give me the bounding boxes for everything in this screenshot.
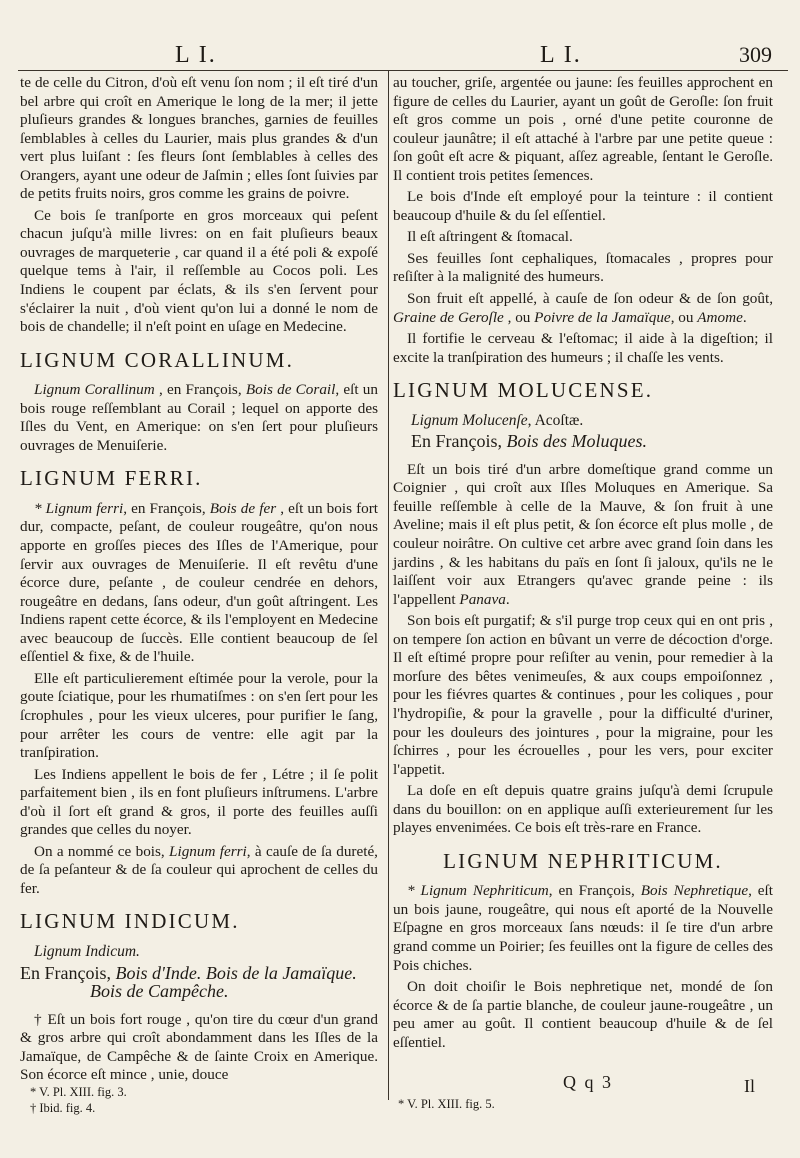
- text-fragment: , ou: [670, 308, 698, 326]
- footnote: † Ibid. fig. 4.: [30, 1101, 96, 1115]
- footnote: * V. Pl. XIII. fig. 3.: [30, 1085, 127, 1099]
- signature-mark: Q q 3: [563, 1072, 613, 1092]
- paragraph: te de celle du Citron, d'où eſt venu ſon nom ; il eſt tiré d'un bel arbre qui croît en Amerique le long de la mer; il jette pluſieurs grandes & longues branches, garnies de feuilles ſemblables à celles du Laurier, mais plus grandes & d'un vert plus luiſant : ſes fleurs ſont ſemblables à celles des Orangers, ayant une odeur de Jaſmin ; elles ſont ſuivies par de petits fruits noirs, gros comme les grains de poivre.: [20, 74, 378, 203]
- paragraph: Le bois d'Inde eſt employé pour la teinture : il contient beaucoup d'huile & du ſel eſſentiel.: [393, 188, 773, 224]
- french-name: Bois des Moluques.: [506, 431, 647, 452]
- running-head-right: L I.: [540, 42, 582, 68]
- author-name: , Acoſtæ.: [527, 411, 584, 429]
- text-fragment: En François,: [411, 431, 507, 452]
- latin-name: * Lignum ferri: [34, 499, 124, 517]
- text-fragment: , eſt un bois fort dur, compacte, peſant, de couleur rougeâtre, qu'on nous apporte en groſſes pieces des Iſles de l'Amerique, pour ſervir aux ouvrages de Menuiſerie. Il eſt revêtu d'une écorce dure, peſante , de couleur cendrée en dehors, rougeâtre en dedans, ſans odeur, d'un goût aſtringent. Les Indiens rapent cette écorce, & ils l'employent en Medecine avec beaucoup de ſuccès. Elle contient beaucoup de ſel eſſentiel & fixe, & de l'huile.: [20, 499, 378, 666]
- paragraph: † Eſt un bois fort rouge , qu'on tire du cœur d'un grand & gros arbre qui croît abondamment dans les Iſles de la Jamaïque, de Campêche & de ſainte Croix en Amerique. Son écorce eſt mince , unie, douce: [20, 1010, 378, 1084]
- text-fragment: Son fruit eſt appellé, à cauſe de ſon odeur & de ſon goût,: [407, 290, 773, 308]
- right-column: [393, 74, 773, 1055]
- text-fragment: , en François,: [123, 499, 210, 517]
- text-fragment: En François,: [20, 962, 116, 983]
- paragraph: Il eſt aſtringent & ſtomacal.: [407, 228, 573, 246]
- paragraph: [20, 843, 378, 899]
- catchword: Il: [744, 1076, 755, 1096]
- running-head-left: L I.: [175, 42, 217, 68]
- french-name: Bois Nephretique: [640, 882, 749, 900]
- text-fragment: , en François,: [548, 882, 641, 900]
- paragraph: La doſe en eſt depuis quatre grains juſqu'à demi ſcrupule dans du bouillon: on en applique auſſi exterieurement ſur les playes envenimées. Ce bois eſt très-rare en France.: [393, 782, 773, 837]
- footnotes-left: [30, 1084, 127, 1116]
- page-number: 309: [739, 42, 772, 67]
- italic-term: Panava: [459, 590, 506, 608]
- french-name: Bois de Corail: [245, 381, 336, 399]
- paragraph: Il fortifie le cerveau & l'eſtomac; il aide à la digeſtion; il excite la tranſpiration des humeurs ; il chaſſe les vents.: [393, 330, 773, 366]
- text-fragment: .: [505, 590, 510, 608]
- italic-term: Amome: [697, 308, 743, 326]
- latin-name: * Lignum Nephriticum: [407, 882, 549, 900]
- french-name: Bois d'Inde.: [115, 962, 202, 983]
- french-name: Bois de Campêche.: [90, 981, 229, 1002]
- heading-lignum-molucense: LIGNUM MOLUCENSE.: [393, 378, 654, 403]
- heading-lignum-corallinum: LIGNUM CORALLINUM.: [20, 347, 295, 372]
- paragraph: Les Indiens appellent le bois de fer , Létre ; il ſe polit parfaitement bien , ils en font pluſieurs inſtrumens. L'arbre d'où il ſort eſt grand & gros, il porte des feuilles auſſi grandes que celles du noyer.: [20, 765, 378, 839]
- text-fragment: , ou: [503, 308, 535, 326]
- heading-lignum-indicum: LIGNUM INDICUM.: [20, 909, 240, 934]
- paragraph: [393, 290, 773, 327]
- paragraph: [393, 461, 773, 609]
- text-fragment: Eſt un bois tiré d'un arbre domeſtique grand comme un Coignier , qui croît aux Iſles Moluques en Amerique. Sa feuille reſſemble à celle de la Mauve, & ſon fruit à une Aveline; mais il eſt plus petit, & ſon écorce eſt plus molle , de couleur noirâtre. On cultive cet arbre avec grand ſoin dans les jardins , & les habitans du païs en ſont ſi jaloux, qu'ils ne le laiſſent voir aux Etrangers qu'avec grande peine : ils l'appellent: [393, 460, 773, 608]
- italic-term: Poivre de la Jamaïque: [534, 308, 671, 326]
- entry-nephriticum-text: [393, 882, 773, 975]
- latin-subtitle: [393, 412, 773, 431]
- french-name: Bois de la Jamaïque.: [205, 962, 357, 983]
- latin-name: Lignum Molucenſe: [411, 411, 528, 429]
- latin-subtitle: Lignum Indicum.: [34, 942, 140, 960]
- column-divider: [388, 70, 389, 1100]
- french-names: [393, 432, 773, 451]
- text-fragment: .: [742, 308, 747, 326]
- footnote-right: * V. Pl. XIII. fig. 5.: [398, 1097, 495, 1111]
- latin-name: Lignum Corallinum: [34, 381, 155, 399]
- text-fragment: , en François,: [154, 381, 246, 399]
- french-names: [20, 964, 378, 1001]
- entry-corallinum-text: [20, 381, 378, 455]
- text-fragment: , eſt un bois rouge reſſemblant au Corail ; lequel on apporte des Iſles du Vent, en Amerique: on s'en ſert pour pluſieurs ouvrages de Menuiſerie.: [20, 381, 378, 454]
- latin-name: Lignum ferri: [169, 842, 247, 860]
- heading-lignum-nephriticum: LIGNUM NEPHRITICUM.: [443, 848, 723, 873]
- text-fragment: , à cauſe de ſa dureté, de ſa peſanteur & de ſa couleur qui aprochent de celles du fer.: [20, 842, 378, 897]
- paragraph: Son bois eſt purgatif; & s'il purge trop ceux qui en ont pris , on tempere ſon action en bûvant un verre de décoction d'orge. Il eſt eſtimé propre pour reſiſter au venin, pour remedier à la morſure des bêtes venimeuſes, & aux coups empoiſonnez , pour les fiévres quartes & continues , pour les coliques , pour l'hydropiſie, & pour la gravelle , pour la difficulté d'uriner, pour les douleurs des jointures , pour la migraine, pour les ſchirres , pour les écrouelles , pour les vers, pour exciter l'appetit.: [393, 612, 773, 778]
- paragraph: Ses feuilles ſont cephaliques, ſtomacales , propres pour reſiſter à la malignité des humeurs.: [393, 249, 773, 286]
- text-fragment: On a nommé ce bois,: [34, 842, 170, 860]
- paragraph: On doit choiſir le Bois nephretique net, mondé de ſon écorce & de ſa partie blanche, de couleur jaune-rougeâtre , un peu amer au goût. Il contient beaucoup d'huile & de ſel eſſentiel.: [393, 978, 773, 1051]
- heading-lignum-ferri: LIGNUM FERRI.: [20, 466, 203, 491]
- french-name: Bois de fer: [209, 499, 277, 517]
- italic-term: Graine de Geroſle: [393, 308, 504, 326]
- paragraph: Elle eſt particulierement eſtimée pour la verole, pour la goute ſciatique, pour les rhumatiſmes : on s'en ſert pour les ſcrophules , pour les vieux ulceres, pour purifier le ſang, pour arrêter les cours de ventre: elle agit par la tranſpiration.: [20, 669, 378, 762]
- paragraph: Ce bois ſe tranſporte en gros morceaux qui peſent chacun juſqu'à mille livres: on en fait pluſieurs beaux ouvrages de marqueterie , car quand il a été poli & expoſé quelque tems à l'air, il reſſemble au Cocos poli. Les Indiens le coupent par éclats, & ils s'en ſervent pour s'éclairer la nuit , d'où vient qu'on lui a donné le nom de bois de chandelle; il n'eſt point en uſage en Medecine.: [20, 206, 378, 336]
- header-rule: [18, 70, 788, 71]
- text-fragment: , eſt un bois jaune, rougeâtre, qui nous eſt aporté de la Nouvelle Eſpagne en gros morceaux ſans nœuds: il ſe tire d'un arbre grand comme un Poirier; ſes feuilles ont la figure de celles des Pois chiches.: [393, 882, 773, 974]
- paragraph: au toucher, griſe, argentée ou jaune: ſes feuilles approchent en figure de celles du Laurier, ayant un goût de Geroſle: ſon fruit eſt gros comme un pois , orné d'une petite couronne de couleur jaunâtre; il eſt attaché à l'arbre par une petite queue : ſon goût eſt acre & piquant, aſſez agreable, ſentant le Geroſle. Il contient trois petites ſemences.: [393, 74, 773, 184]
- left-column: [20, 74, 378, 1088]
- entry-ferri-text: [20, 500, 378, 667]
